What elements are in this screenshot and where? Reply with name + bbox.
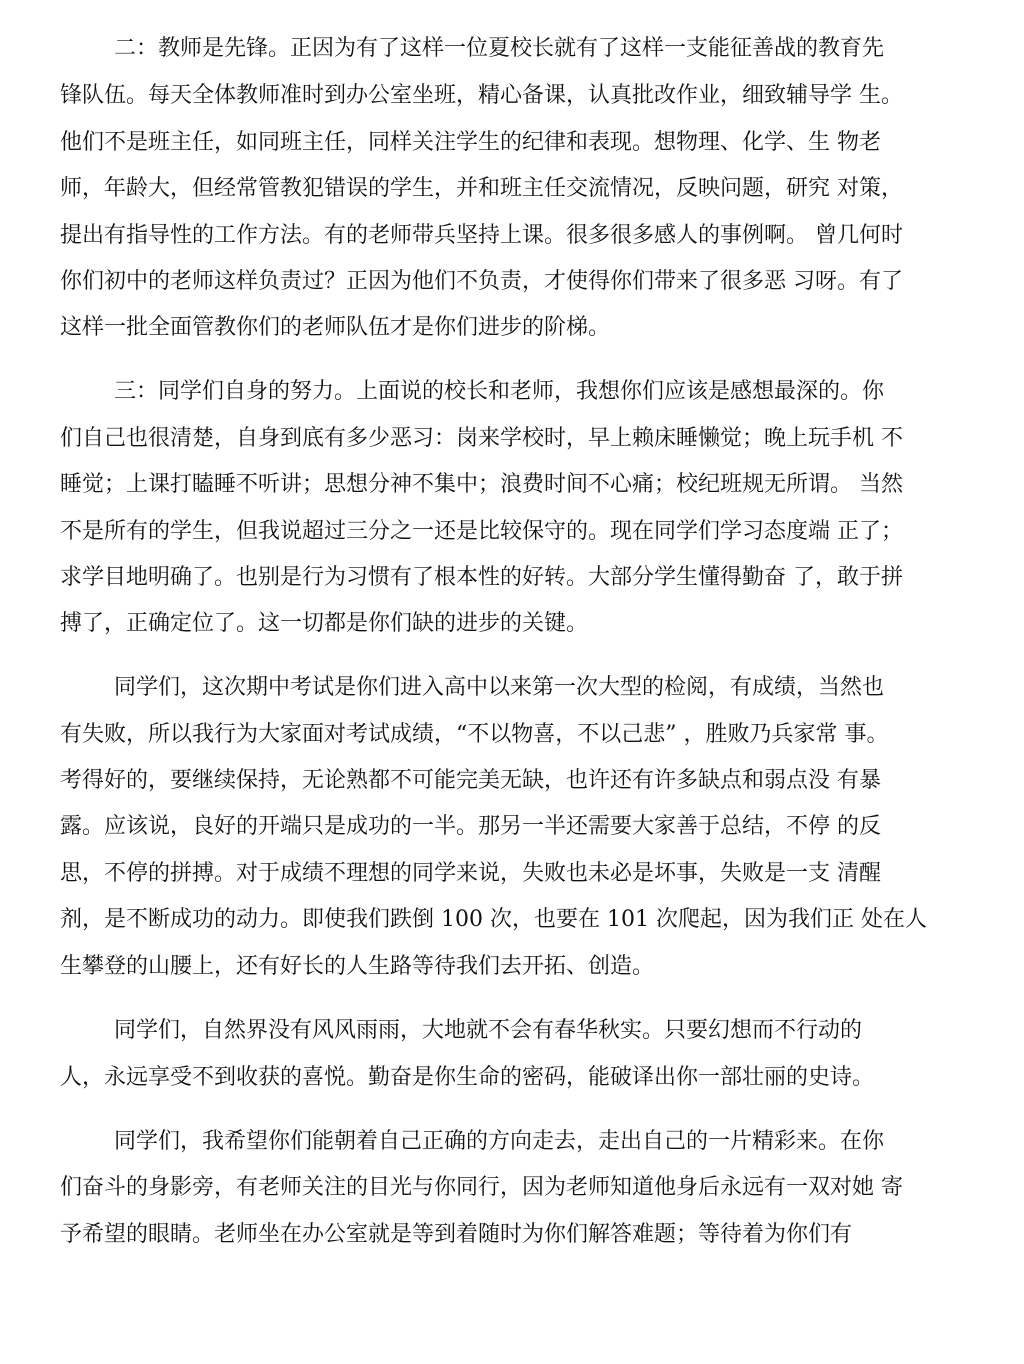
paragraph-line: 生攀登的山腰上，还有好长的人生路等待我们去开拓、创造。 [60,954,655,979]
paragraph-line: 思，不停的拼搏。对于成绩不理想的同学来说，失败也未必是坏事，失败是一支 清醒 [60,861,881,886]
paragraph-line: 人，永远享受不到收获的喜悦。勤奋是你生命的密码，能破译出你一部壮丽的史诗。 [60,1065,875,1090]
paragraph-line: 露。应该说，良好的开端只是成功的一半。那另一半还需要大家善于总结，不停 的反 [60,814,881,839]
paragraph-line: 同学们，这次期中考试是你们进入高中以来第一次大型的检阅，有成绩，当然也 [114,675,885,700]
paragraph-line: 们自己也很清楚，自身到底有多少恶习：岗来学校时，早上赖床睡懒觉；晚上玩手机 不 [60,426,903,451]
paragraph-line: 不是所有的学生，但我说超过三分之一还是比较保守的。现在同学们学习态度端 正了； [60,519,903,544]
paragraph-line: 二：教师是先锋。正因为有了这样一位夏校长就有了这样一支能征善战的教育先 [114,36,885,61]
paragraph-line: 睡觉；上课打瞌睡不听讲；思想分神不集中；浪费时间不心痛；校纪班规无所谓。 当然 [60,472,903,497]
paragraph-line: 同学们，我希望你们能朝着自己正确的方向走去，走出自己的一片精彩来。在你 [114,1129,885,1154]
paragraph-line: 这样一批全面管教你们的老师队伍才是你们进步的阶梯。 [60,315,611,340]
paragraph-line: 予希望的眼睛。老师坐在办公室就是等到着随时为你们解答难题；等待着为你们有 [60,1222,853,1247]
paragraph-line: 搏了，正确定位了。这一切都是你们缺的进步的关键。 [60,611,589,636]
paragraph-line: 剂，是不断成功的动力。即使我们跌倒 100 次，也要在 101 次爬起，因为我们正 处在人 [60,907,927,932]
paragraph-line: 有失败，所以我行为大家面对考试成绩，“不以物喜，不以己悲” ，胜败乃兵家常 事。 [60,722,889,747]
paragraph-line: 他们不是班主任，如同班主任，同样关注学生的纪律和表现。想物理、化学、生 物老 [60,130,881,155]
paragraph-line: 同学们，自然界没有风风雨雨，大地就不会有春华秋实。只要幻想而不行动的 [114,1018,863,1043]
paragraph-line: 三：同学们自身的努力。上面说的校长和老师，我想你们应该是感想最深的。你 [114,379,885,404]
paragraph-line: 你们初中的老师这样负责过？正因为他们不负责，才使得你们带来了很多恶 习呀。有了 [60,269,903,294]
paragraph-line: 师，年龄大，但经常管教犯错误的学生，并和班主任交流情况，反映问题，研究 对策， [60,176,903,201]
paragraph-line: 提出有指导性的工作方法。有的老师带兵坚持上课。很多很多感人的事例啊。 曾几何时 [60,223,903,248]
paragraph-line: 锋队伍。每天全体教师准时到办公室坐班，精心备课，认真批改作业，细致辅导学 生。 [60,83,903,108]
paragraph-line: 求学目地明确了。也别是行为习惯有了根本性的好转。大部分学生懂得勤奋 了，敢于拼 [60,565,903,590]
paragraph-line: 们奋斗的身影旁，有老师关注的目光与你同行，因为老师知道他身后永远有一双对她 寄 [60,1175,903,1200]
paragraph-line: 考得好的，要继续保持，无论熟都不可能完美无缺，也许还有许多缺点和弱点没 有暴 [60,768,881,793]
